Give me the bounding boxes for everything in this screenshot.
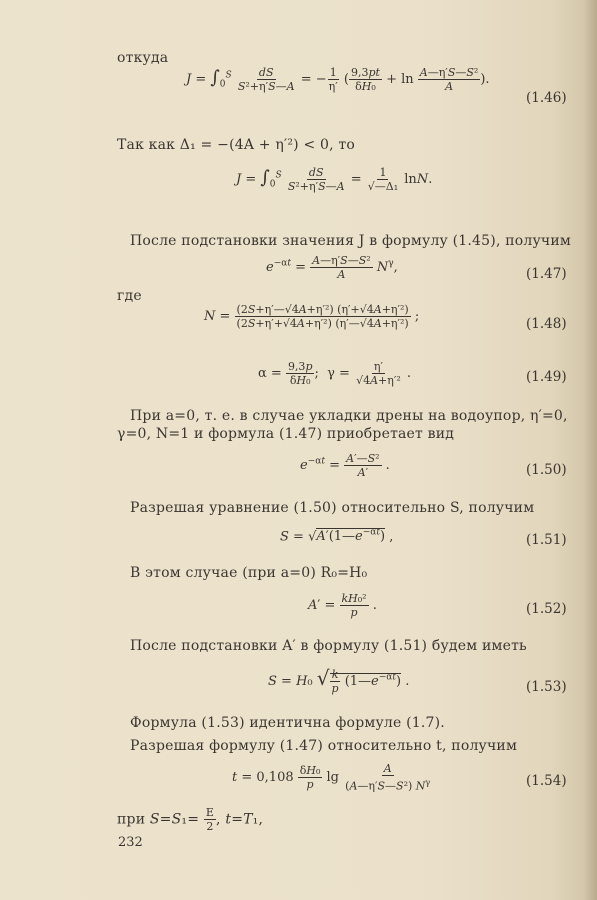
eqno-1-53: (1.53) bbox=[526, 679, 567, 695]
text-pri-a0-line2: γ=0, N=1 и формула (1.47) приобретает вид bbox=[117, 426, 455, 442]
formula-1-47: $e^{-\alpha t}$ = $\frac{\text{A—η′S—S²}}{A}$ $N^\gamma$, bbox=[266, 254, 398, 281]
text-pri-s-s1: при S=S₁= $\frac{E}{2}$ , t=T₁, bbox=[117, 806, 264, 833]
eqno-1-48: (1.48) bbox=[526, 316, 567, 332]
eqno-1-46: (1.46) bbox=[526, 90, 567, 106]
formula-1-46: $J = \int_0^S$ $\frac{dS}{\text{S²+η′S—A}}$ = − $\frac{1}{\eta'}$ ( $\frac{9,3pt}{\text{δH₀}}$ + ln $\frac{\text{A—η′S—S²}}{A}$ ). bbox=[186, 66, 490, 93]
text-razreshaya-1: Разрешая уравнение (1.50) относительно S, получим bbox=[130, 500, 535, 516]
text-otkuda: откуда bbox=[117, 50, 169, 66]
formula-integral-2: $J = \int_0^S$ $\frac{dS}{\text{S²+η′S—A}}$ = $\frac{1}{\text{√—Δ₁}}$ lnN. bbox=[236, 166, 433, 193]
text-razreshaya-2: Разрешая формулу (1.47) относительно t, получим bbox=[130, 738, 518, 754]
eqno-1-54: (1.54) bbox=[526, 773, 567, 789]
formula-1-48: N = $\frac{\text{(2S+η′—√4A+η′²) (η′+√4A+η′²)}}{\text{(2S+η′+√4A+η′²) (η′—√4A+η′²)}}$ ; bbox=[204, 303, 420, 330]
page-edge-shadow bbox=[583, 0, 597, 900]
text-tak-kak: Так как Δ₁ = −(4A + η′²) < 0, то bbox=[117, 137, 356, 153]
formula-1-51: $S = √A'(1—e^{-\alpha t})$ , bbox=[280, 528, 394, 545]
formula-1-53: S = H₀ √ $\frac{k}{p}$ $(1—e^{-\alpha t})$ . bbox=[268, 666, 410, 695]
eqno-1-47: (1.47) bbox=[526, 266, 567, 282]
formula-1-49: α = $\frac{9,3p}{\text{δH₀}}$ ; γ = $\frac{\eta'}{\text{√4A+η′²}}$ . bbox=[258, 360, 412, 387]
formula-1-54: t = 0,108 $\frac{\text{δH₀}}{p}$ lg $\frac{A}{(A—\eta'S—S^2) N^\gamma}$ bbox=[232, 762, 431, 793]
text-v-etom-sluchae: В этом случае (при a=0) R₀=H₀ bbox=[130, 565, 368, 581]
eqno-1-49: (1.49) bbox=[526, 369, 567, 385]
formula-1-50: $e^{-\alpha t}$ = $\frac{\text{A′—S²}}{A'}$ . bbox=[300, 452, 390, 479]
formula-1-52: A′ = $\frac{\text{kH₀²}}{p}$ . bbox=[308, 592, 377, 619]
eqno-1-52: (1.52) bbox=[526, 601, 567, 617]
page-number: 232 bbox=[118, 835, 143, 850]
text-gde: где bbox=[117, 288, 142, 304]
text-posle-2: После подстановки A′ в формулу (1.51) будем иметь bbox=[130, 638, 527, 654]
eqno-1-50: (1.50) bbox=[526, 462, 567, 478]
eqno-1-51: (1.51) bbox=[526, 532, 567, 548]
text-posle-1: После подстановки значения J в формулу (1.45), получим bbox=[130, 233, 572, 249]
text-pri-a0-line1: При a=0, т. е. в случае укладки дрены на водоупор, η′=0, bbox=[130, 408, 568, 424]
text-formula-1-53-identical: Формула (1.53) идентична формуле (1.7). bbox=[130, 715, 445, 731]
